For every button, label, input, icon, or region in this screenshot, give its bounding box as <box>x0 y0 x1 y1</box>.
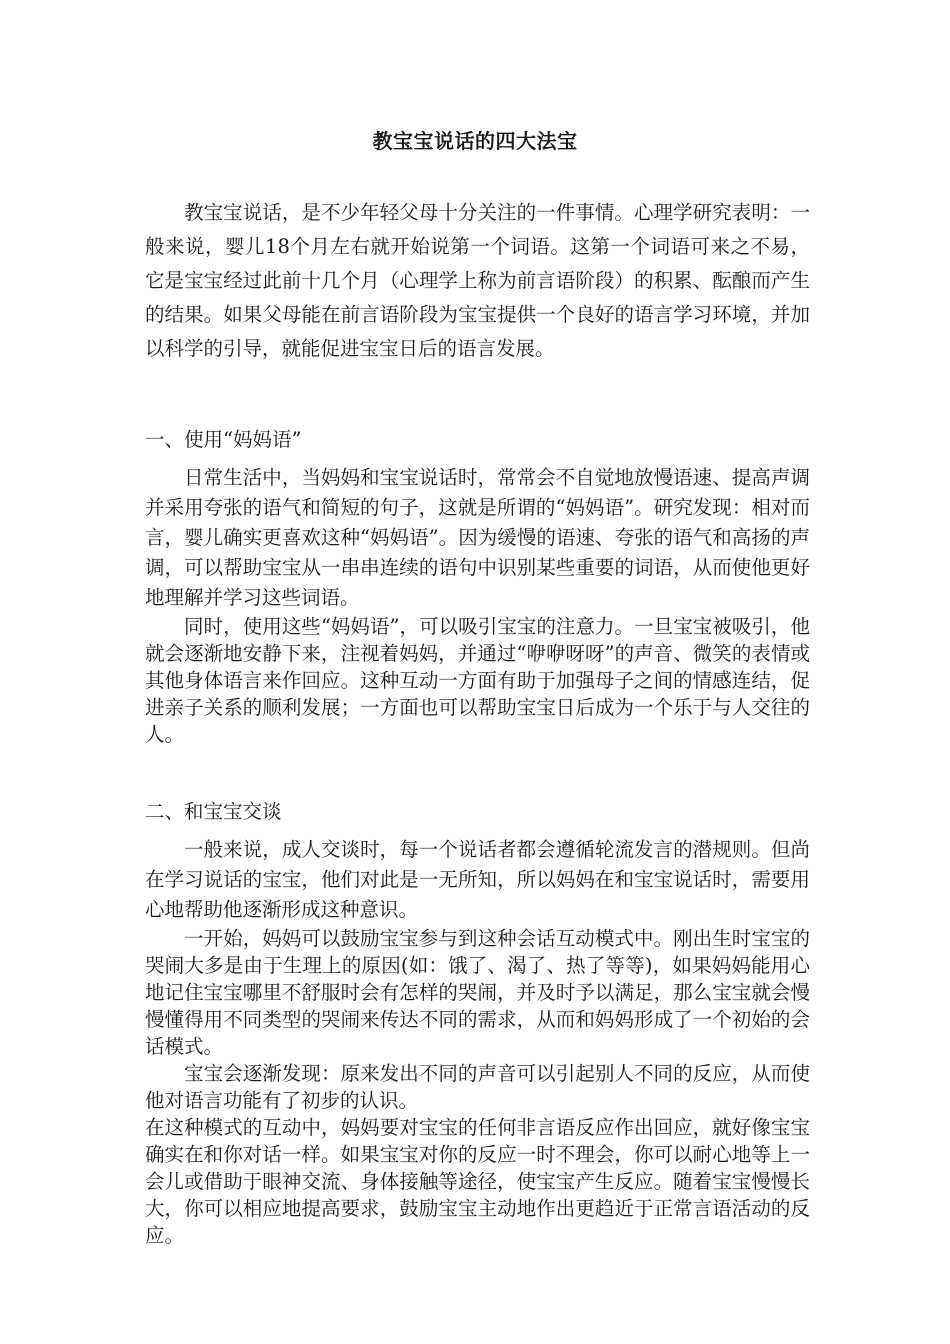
section-2-paragraph-1: 一般来说，成人交谈时，每一个说话者都会遵循轮流发言的潜规则。但尚在学习说话的宝宝，他们对此是一无所知，所以妈妈在和宝宝说话时，需要用心地帮助他逐渐形成这种意识。 <box>145 838 810 921</box>
section-1-paragraph-1: 日常生活中，当妈妈和宝宝说话时，常常会不自觉地放慢语速、提高声调并采用夸张的语气和简短的句子，这就是所谓的“妈妈语”。研究发现：相对而言，婴儿确实更喜欢这种“妈妈语”。因为缓慢的语速、夸张的语气和高扬的声调，可以帮助宝宝从一串串连续的语句中识别某些重要的词语，从而使他更好地理解并学习这些词语。 <box>145 466 810 609</box>
document-body <box>145 196 810 1249</box>
section-2-heading: 二、和宝宝交谈 <box>145 800 282 823</box>
section-2-paragraph-4: 在这种模式的互动中，妈妈要对宝宝的任何非言语反应作出回应，就好像宝宝确实在和你对话一样。如果宝宝对你的反应一时不理会，你可以耐心地等上一会儿或借助于眼神交流、身体接触等途径，使宝宝产生反应。随着宝宝慢慢长大，你可以相应地提高要求，鼓励宝宝主动地作出更趋近于正常言语活动的反应。 <box>145 1116 810 1247</box>
section-1-heading: 一、使用“妈妈语” <box>145 428 302 451</box>
document-title: 教宝宝说话的四大法宝 <box>372 129 578 153</box>
section-1-paragraph-2: 同时，使用这些“妈妈语”，可以吸引宝宝的注意力。一旦宝宝被吸引，他就会逐渐地安静下来，注视着妈妈，并通过“咿咿呀呀”的声音、微笑的表情或其他身体语言来作回应。这种互动一方面有助于加强母子之间的情感连结，促进亲子关系的顺利发展；一方面也可以帮助宝宝日后成为一个乐于与人交往的人。 <box>145 615 810 746</box>
section-2-paragraph-2: 一开始，妈妈可以鼓励宝宝参与到这种会话互动模式中。刚出生时宝宝的哭闹大多是由于生理上的原因(如：饿了、渴了、热了等等)，如果妈妈能用心地记住宝宝哪里不舒服时会有怎样的哭闹，并及时予以满足，那么宝宝就会慢慢懂得用不同类型的哭闹来传达不同的需求，从而和妈妈形成了一个初始的会话模式。 <box>145 927 810 1058</box>
section-2-paragraph-3: 宝宝会逐渐发现：原来发出不同的声音可以引起别人不同的反应，从而使他对语言功能有了初步的认识。 <box>145 1062 810 1112</box>
intro-paragraph: 教宝宝说话，是不少年轻父母十分关注的一件事情。心理学研究表明：一般来说，婴儿18个月左右就开始说第一个词语。这第一个词语可来之不易，它是宝宝经过此前十几个月（心理学上称为前言语阶段）的积累、酝酿而产生的结果。如果父母能在前言语阶段为宝宝提供一个良好的语言学习环境，并加以科学的引导，就能促进宝宝日后的语言发展。 <box>145 201 810 360</box>
